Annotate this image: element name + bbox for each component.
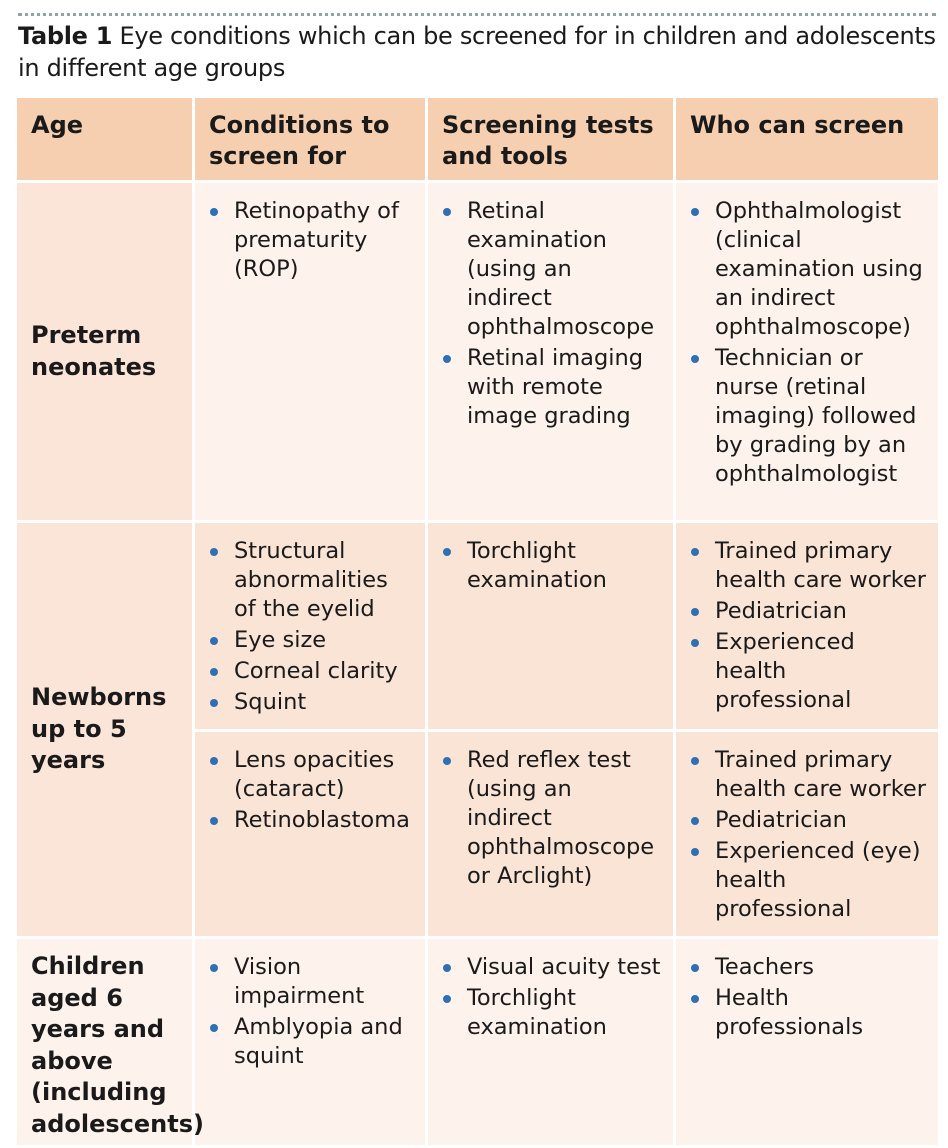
list-item-text: Retinoblastoma	[234, 807, 410, 833]
bullet-list	[209, 953, 415, 1071]
bullet-icon	[443, 208, 451, 216]
tests-cell	[428, 183, 673, 520]
bullet-icon	[210, 637, 218, 645]
table-caption	[18, 20, 936, 84]
list-item-text: Visual acuity test	[467, 954, 661, 980]
list-item	[690, 537, 928, 595]
bullet-list	[690, 197, 928, 489]
table-row	[17, 183, 938, 520]
bullet-icon	[691, 995, 699, 1003]
who-cell	[676, 939, 938, 1145]
list-item	[690, 953, 928, 982]
bullet-icon	[210, 668, 218, 676]
age-cell: Newborns up to 5 years	[17, 523, 192, 936]
header-who: Who can screen	[676, 98, 938, 180]
list-item-text: Technician or nurse (retinal imaging) followed by grading by an ophthalmologist	[715, 345, 917, 487]
list-item	[690, 806, 928, 835]
age-cell: Preterm neonates	[17, 183, 192, 520]
bullet-icon	[443, 964, 451, 972]
bullet-icon	[210, 817, 218, 825]
bullet-list	[442, 746, 663, 891]
bullet-icon	[443, 757, 451, 765]
conditions-cell	[195, 523, 425, 729]
header-age: Age	[17, 98, 192, 180]
list-item-text: Red reflex test (using an indirect ophthalmoscope or Arclight)	[467, 747, 655, 889]
list-item-text: Corneal clarity	[234, 658, 398, 684]
bullet-icon	[691, 817, 699, 825]
table-row	[17, 523, 938, 729]
list-item	[690, 197, 928, 342]
list-item	[442, 953, 663, 982]
bullet-icon	[210, 699, 218, 707]
list-item-text: Amblyopia and squint	[234, 1014, 403, 1069]
list-item	[690, 628, 928, 715]
list-item	[442, 197, 663, 342]
header-tests: Screening tests and tools	[428, 98, 673, 180]
list-item	[442, 537, 663, 595]
bullet-icon	[691, 548, 699, 556]
bullet-list	[209, 746, 415, 835]
dotted-divider	[18, 13, 936, 16]
list-item-text: Pediatrician	[715, 807, 847, 833]
who-cell	[676, 732, 938, 936]
list-item	[442, 746, 663, 891]
list-item	[209, 626, 415, 655]
tests-cell	[428, 523, 673, 729]
bullet-icon	[210, 1024, 218, 1032]
list-item	[690, 746, 928, 804]
list-item	[442, 344, 663, 431]
tests-cell	[428, 939, 673, 1145]
bullet-list	[442, 953, 663, 1042]
list-item-text: Retinopathy of prematurity (ROP)	[234, 198, 399, 282]
list-item-text: Health professionals	[715, 985, 864, 1040]
list-item-text: Ophthalmologist (clinical examination using an indirect ophthalmoscope)	[715, 198, 923, 340]
list-item-text: Trained primary health care worker	[715, 538, 927, 593]
list-item-text: Pediatrician	[715, 598, 847, 624]
bullet-icon	[210, 208, 218, 216]
list-item	[209, 688, 415, 717]
who-cell	[676, 523, 938, 729]
list-item-text: Lens opacities (cataract)	[234, 747, 395, 802]
bullet-icon	[210, 757, 218, 765]
bullet-icon	[691, 639, 699, 647]
list-item-text: Trained primary health care worker	[715, 747, 927, 802]
conditions-cell	[195, 183, 425, 520]
bullet-icon	[443, 355, 451, 363]
list-item	[690, 984, 928, 1042]
list-item-text: Experienced (eye) health professional	[715, 838, 921, 922]
list-item-text: Teachers	[715, 954, 814, 980]
list-item-text: Retinal examination (using an indirect ophthalmoscope	[467, 198, 655, 340]
bullet-icon	[443, 548, 451, 556]
bullet-icon	[443, 995, 451, 1003]
list-item	[209, 657, 415, 686]
list-item	[209, 1013, 415, 1071]
list-item-text: Eye size	[234, 627, 327, 653]
list-item	[690, 344, 928, 489]
conditions-cell	[195, 732, 425, 936]
age-cell: Children aged 6 years and above (including adolescents)	[17, 939, 192, 1145]
bullet-list	[209, 197, 415, 284]
list-item-text: Squint	[234, 689, 307, 715]
conditions-cell	[195, 939, 425, 1145]
bullet-icon	[691, 848, 699, 856]
table-caption-label: Table 1	[18, 22, 113, 50]
list-item	[690, 837, 928, 924]
bullet-list	[442, 197, 663, 431]
bullet-icon	[691, 208, 699, 216]
who-cell	[676, 183, 938, 520]
list-item	[442, 984, 663, 1042]
bullet-icon	[210, 964, 218, 972]
bullet-list	[442, 537, 663, 595]
tests-cell	[428, 732, 673, 936]
list-item	[209, 197, 415, 284]
bullet-list	[690, 953, 928, 1042]
table-caption-text: Eye conditions which can be screened for in children and adolescents in different age groups	[18, 22, 936, 82]
list-item	[209, 537, 415, 624]
list-item-text: Structural abnormalities of the eyelid	[234, 538, 388, 622]
list-item-text: Torchlight examination	[467, 538, 607, 593]
bullet-list	[209, 537, 415, 717]
list-item-text: Retinal imaging with remote image grading	[467, 345, 644, 429]
bullet-icon	[691, 608, 699, 616]
list-item-text: Experienced health professional	[715, 629, 855, 713]
header-conditions: Conditions to screen for	[195, 98, 425, 180]
bullet-list	[690, 537, 928, 715]
bullet-list	[690, 746, 928, 924]
eye-screening-table	[14, 95, 941, 1148]
list-item-text: Torchlight examination	[467, 985, 607, 1040]
list-item	[690, 597, 928, 626]
bullet-icon	[691, 964, 699, 972]
list-item	[209, 806, 415, 835]
bullet-icon	[691, 355, 699, 363]
table-header-row	[17, 98, 938, 180]
bullet-icon	[210, 548, 218, 556]
list-item-text: Vision impairment	[234, 954, 365, 1009]
list-item	[209, 953, 415, 1011]
table-row	[17, 939, 938, 1145]
list-item	[209, 746, 415, 804]
bullet-icon	[691, 757, 699, 765]
